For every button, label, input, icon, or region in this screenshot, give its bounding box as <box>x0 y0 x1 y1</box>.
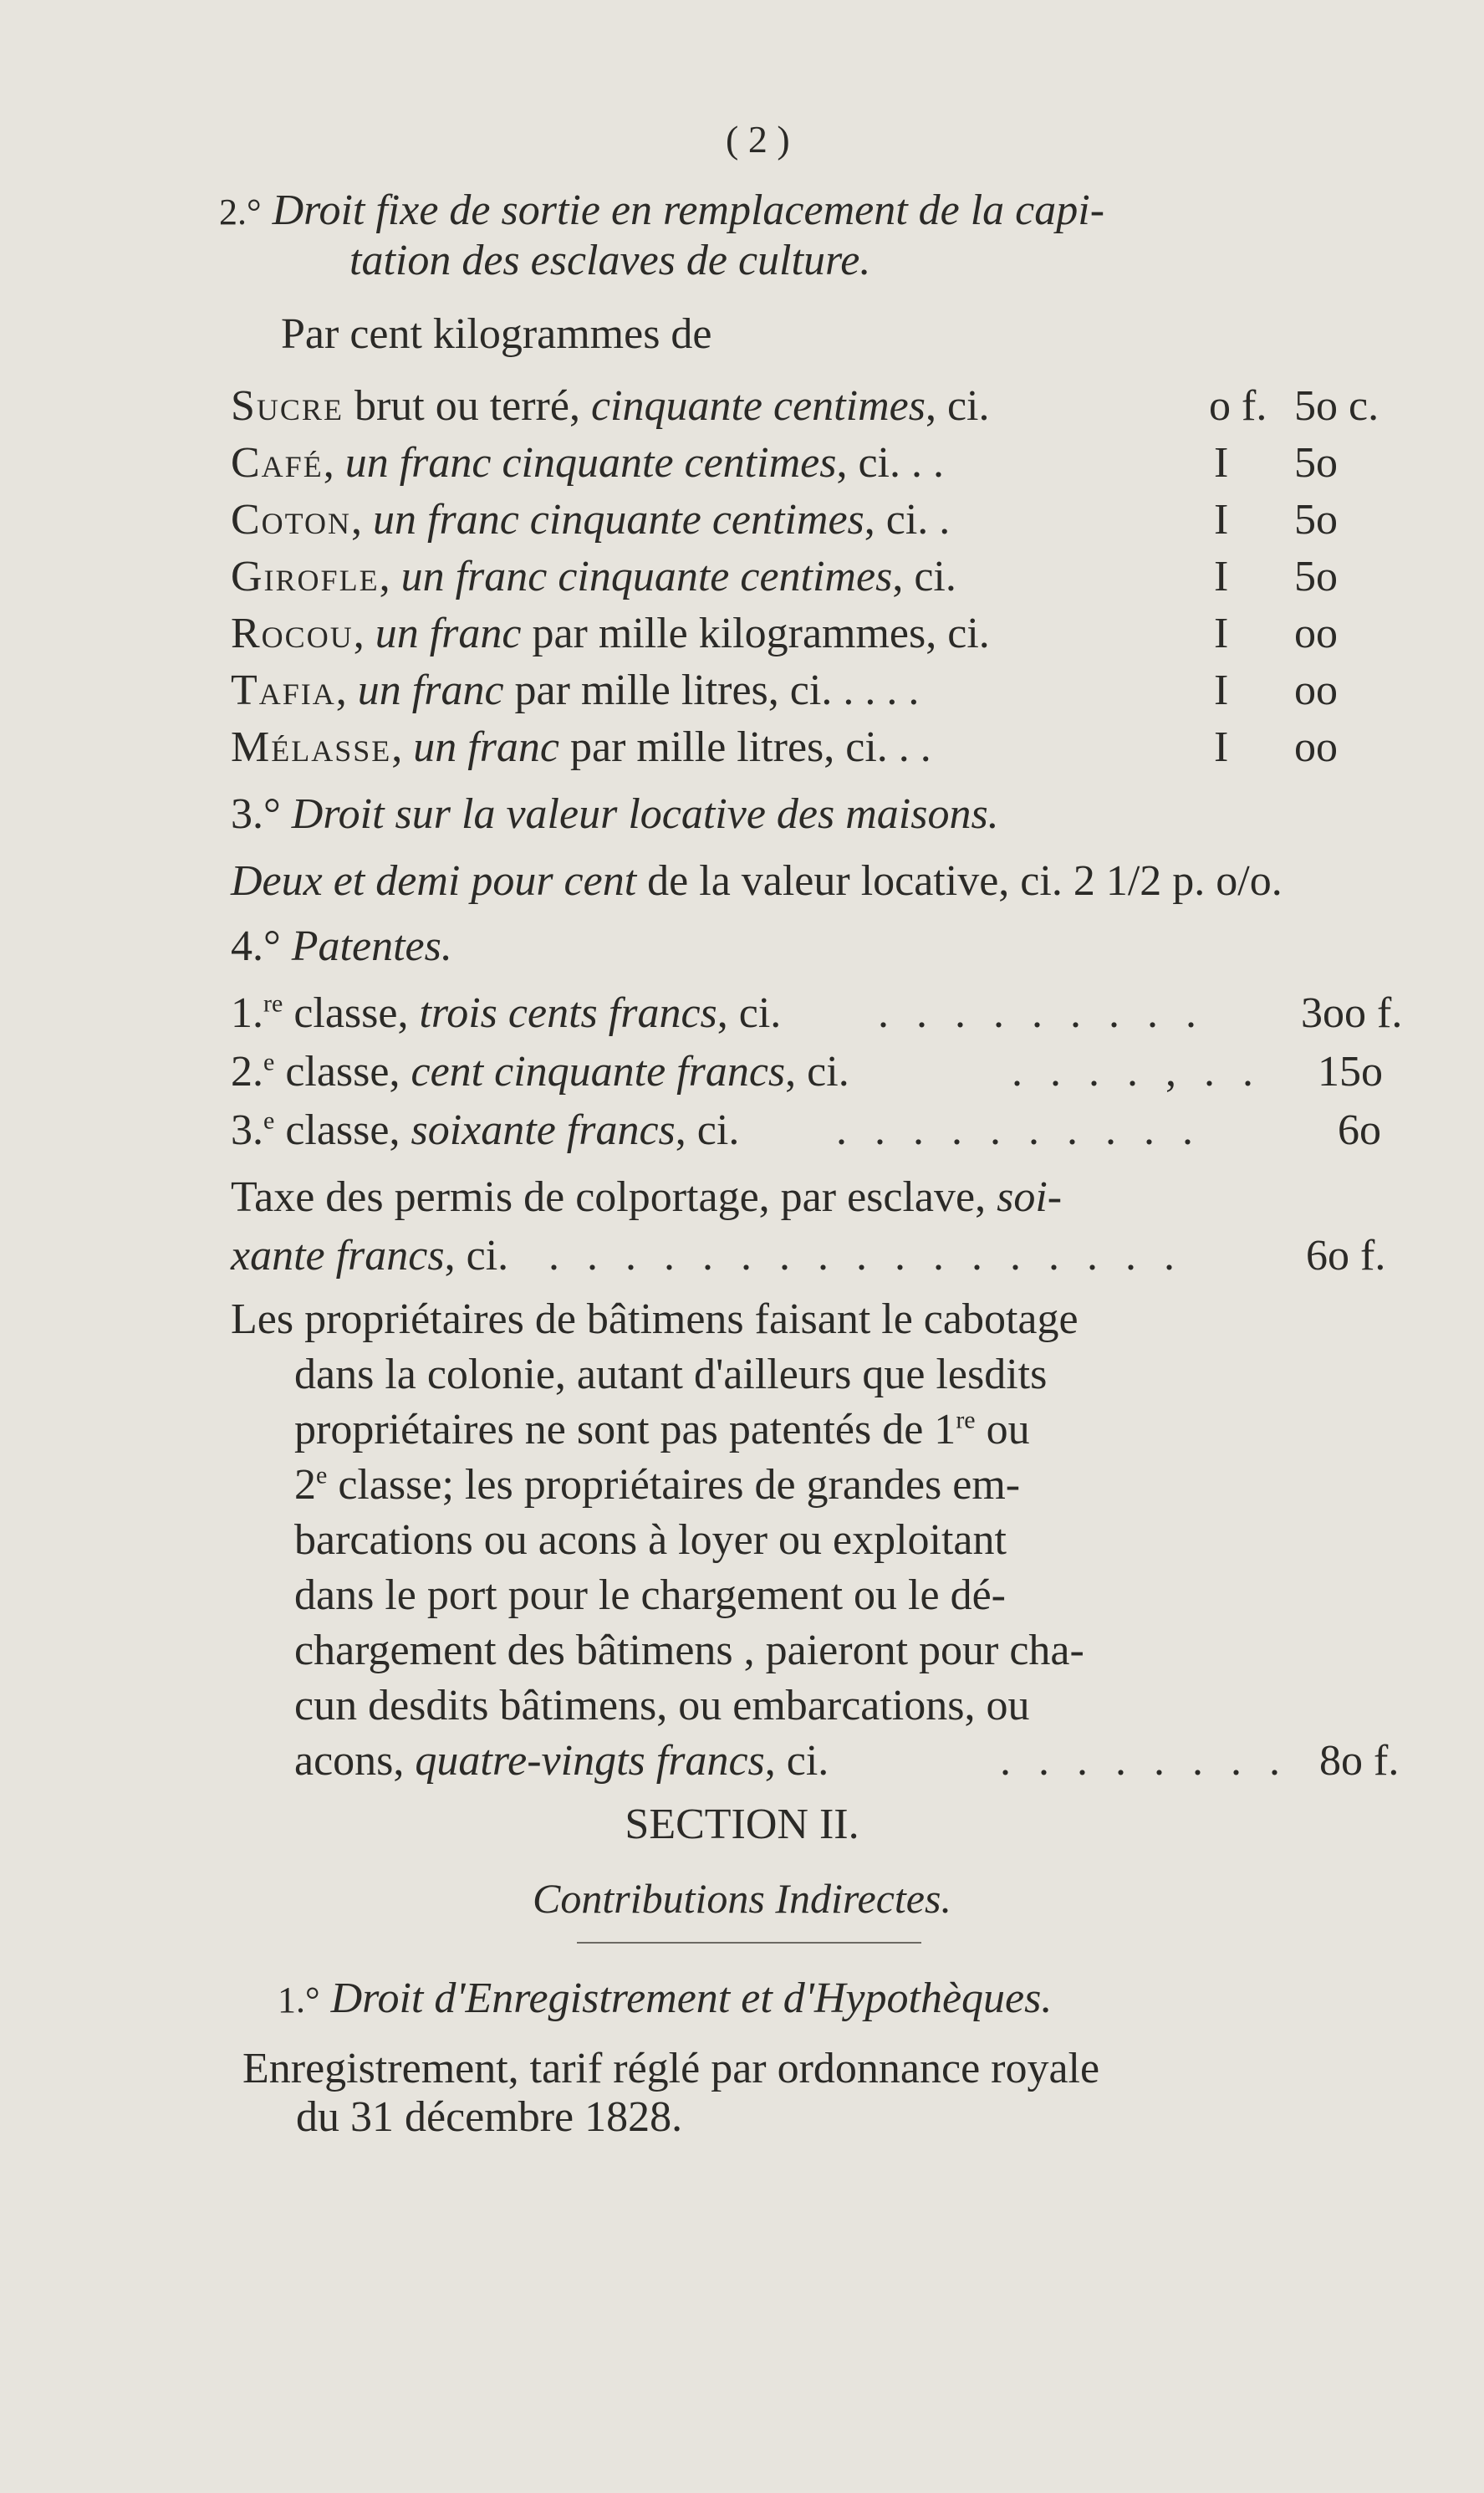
enregistrement-text-line1: Enregistrement, tarif réglé par ordonnance royale <box>242 2045 1100 2092</box>
product-rate: un franc cinquante centimes <box>373 496 864 544</box>
product-name: Sucre <box>231 382 344 430</box>
product-row: Mélasse, un franc par mille litres, ci. . . <box>231 723 931 771</box>
patente-amount: 3oo f. <box>1301 989 1403 1037</box>
section-3-number: 3.° <box>231 790 281 838</box>
cabotage-line: barcations ou acons à loyer ou exploitant <box>294 1516 1007 1564</box>
product-cents: oo <box>1294 610 1338 657</box>
leader-dots: . . . . . . . . <box>1000 1737 1288 1785</box>
product-cents: oo <box>1294 723 1338 771</box>
product-francs: o f. <box>1209 382 1267 430</box>
section-2-number: 2.° <box>219 192 262 232</box>
product-francs: I <box>1214 723 1229 771</box>
cabotage-line: dans le port pour le chargement ou le dé- <box>294 1571 1006 1619</box>
cabotage-line: acons, quatre-vingts francs, ci. <box>294 1737 829 1785</box>
cabotage-line: cun desdits bâtimens, ou embarcations, ou <box>294 1682 1030 1729</box>
section-2-title-line2: tation des esclaves de culture. <box>349 237 871 284</box>
leader-dots: . . . . . . . . . <box>878 989 1205 1037</box>
product-francs: I <box>1214 667 1229 714</box>
cabotage-line: propriétaires ne sont pas patentés de 1re ou <box>294 1406 1030 1453</box>
patente-amount: 15o <box>1318 1048 1383 1096</box>
product-rate: un franc <box>357 667 504 714</box>
patente-rate: cent cinquante francs <box>411 1048 786 1096</box>
section-ii-subtitle: Contributions Indirectes. <box>533 1875 951 1922</box>
colportage-line2: xante francs, ci. <box>231 1232 509 1280</box>
product-francs: I <box>1214 553 1229 600</box>
product-cents: oo <box>1294 667 1338 714</box>
product-cents: 5o <box>1294 496 1338 544</box>
per-cent-kg-label: Par cent kilogrammes de <box>281 310 712 358</box>
cabotage-line: 2e classe; les propriétaires de grandes em- <box>294 1461 1021 1509</box>
enregistrement-text-line2: du 31 décembre 1828. <box>296 2093 683 2141</box>
product-name: Mélasse <box>231 723 392 771</box>
product-rate: cinquante centimes <box>590 382 926 430</box>
product-francs: I <box>1214 610 1229 657</box>
product-cents: 5o <box>1294 553 1338 600</box>
product-row: Rocou, un franc par mille kilogrammes, ci. <box>231 610 990 657</box>
section-3-text: Deux et demi pour cent de la valeur locative, ci. 2 1/2 p. o/o. <box>231 857 1283 905</box>
product-cents: 5o <box>1294 439 1338 487</box>
section-3-rate: Deux et demi pour cent <box>231 857 637 905</box>
product-rate: un franc <box>413 723 560 771</box>
colportage-amount: 6o f. <box>1306 1232 1386 1280</box>
section-3-heading <box>231 789 999 840</box>
product-rate: un franc <box>375 610 522 657</box>
cabotage-line: Les propriétaires de bâtimens faisant le cabotage <box>231 1295 1079 1343</box>
cabotage-amount: 8o f. <box>1319 1737 1400 1785</box>
section-4-title: Patentes. <box>291 922 452 970</box>
page-number: ( 2 ) <box>726 118 790 161</box>
product-row: Café, un franc cinquante centimes, ci. . . <box>231 439 944 487</box>
patente-amount: 6o <box>1338 1106 1381 1154</box>
product-row: Tafia, un franc par mille litres, ci. . . . . <box>231 667 920 714</box>
product-francs: I <box>1214 439 1229 487</box>
leader-dots: . . . . . . . . . . . . . . . . . <box>548 1232 1183 1280</box>
patente-rate: trois cents francs <box>419 989 717 1037</box>
product-name: Coton <box>231 496 352 544</box>
patente-row: 2.$^e$ classe, cent cinquante francs, ci. <box>231 1048 849 1096</box>
patente-row: 1.$^{re}$ classe, trois cents francs, ci. <box>231 989 782 1037</box>
colportage-line1: Taxe des permis de colportage, par esclave, soi- <box>231 1173 1063 1221</box>
product-row: Coton, un franc cinquante centimes, ci. . <box>231 496 951 544</box>
enregistrement-heading: 1.° Droit d'Enregistrement et d'Hypothèques. <box>278 1974 1053 2022</box>
leader-dots: . . . . , . . <box>1012 1048 1262 1096</box>
product-row: Sucre brut ou terré, cinquante centimes, ci. <box>231 382 990 430</box>
section-2-title-line1: Droit fixe de sortie en remplacement de la capi- <box>272 186 1105 234</box>
patente-row: 3.$^e$ classe, soixante francs, ci. <box>231 1106 740 1154</box>
section-4-number: 4.° <box>231 922 281 970</box>
product-name: Café <box>231 439 324 487</box>
product-row: Girofle, un franc cinquante centimes, ci. <box>231 553 956 600</box>
product-name: Tafia <box>231 667 336 714</box>
product-rate: un franc cinquante centimes <box>400 553 893 600</box>
section-4-heading <box>231 922 452 972</box>
patente-rate: soixante francs <box>411 1106 676 1154</box>
product-rate: un franc cinquante centimes <box>344 439 837 487</box>
product-name: Girofle <box>231 553 380 600</box>
section-3-title: Droit sur la valeur locative des maisons. <box>291 790 999 838</box>
leader-dots: . . . . . . . . . . <box>836 1106 1201 1154</box>
cabotage-line: chargement des bâtimens , paieront pour cha- <box>294 1627 1084 1674</box>
product-francs: I <box>1214 496 1229 544</box>
section-ii-title: SECTION II. <box>625 1801 859 1848</box>
cabotage-line: dans la colonie, autant d'ailleurs que lesdits <box>294 1351 1048 1398</box>
section-2-heading <box>219 186 1104 238</box>
product-name: Rocou <box>231 610 354 657</box>
section-divider <box>577 1942 921 1944</box>
product-cents: 5o c. <box>1294 382 1379 430</box>
